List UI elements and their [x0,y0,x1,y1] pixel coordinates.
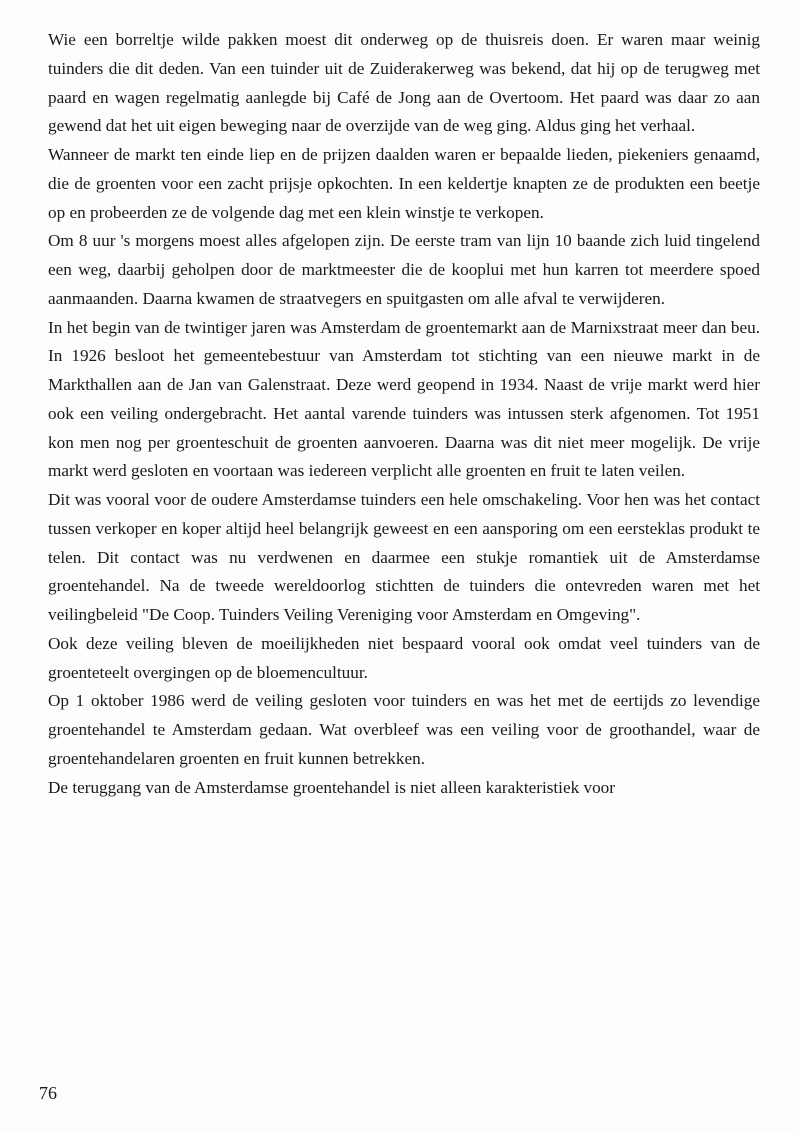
paragraph-tram-lijn-10: Om 8 uur 's morgens moest alles afgelopen zijn. De eerste tram van lijn 10 baande zich luid tingelend een weg, daarbij geholpen door de marktmeester die de kooplui met hun karren tot meerdere spoed aanmaanden. Daarna kwamen de straatvegers en spuitgasten om alle afval te verwijderen. [48,231,760,308]
paragraph-borreltje: Wie een borreltje wilde pakken moest dit onderweg op de thuisreis doen. Er waren maar weinig tuinders die dit deden. Van een tuinder uit de Zuiderakerweg was bekend, dat hij op de terugweg met paard en wagen regelmatig aanlegde bij Café de Jong aan de Overtoom. Het paard was daar zo aan gewend dat het uit eigen beweging naar de overzijde van de weg ging. Aldus ging het verhaal. [48,30,760,136]
page-number: 76 [39,1083,57,1103]
paragraph-teruggang: De teruggang van de Amsterdamse groentehandel is niet alleen karakteristiek voor [48,777,615,797]
paragraph-veiling-gesloten: Op 1 oktober 1986 werd de veiling gesloten voor tuinders en was het met de eertijds zo levendige groentehandel te Amsterdam gedaan. Wat overbleef was een veiling voor de groothandel, waar de groentehandelaren groenten en fruit kunnen betrekken. [48,691,760,768]
paragraph-piekeniers: Wanneer de markt ten einde liep en de prijzen daalden waren er bepaalde lieden, piekeniers genaamd, die de groenten voor een zacht prijsje opkochten. In een keldertje knapten ze de produkten een beetje op en probeerden ze de volgende dag met een klein winstje te verkopen. [48,145,760,222]
page-body [48,26,760,802]
paragraph-bloemencultuur: Ook deze veiling bleven de moeilijkheden niet bespaard vooral ook omdat veel tuinders van de groenteteelt overgingen op de bloemencultuur. [48,633,760,682]
paragraph-omschakeling: Dit was vooral voor de oudere Amsterdamse tuinders een hele omschakeling. Voor hen was het contact tussen verkoper en koper altijd heel belangrijk geweest en een aansporing om een eersteklas produkt te telen. Dit contact was nu verdwenen en daarmee een stukje romantiek uit de Amsterdamse groentehandel. Na de tweede wereldoorlog stichtten de tuinders die ontevreden waren met het veilingbeleid "De Coop. Tuinders Veiling Vereniging voor Amsterdam en Omgeving". [48,490,760,624]
paragraph-markthallen: In het begin van de twintiger jaren was Amsterdam de groentemarkt aan de Marnixstraat meer dan beu. In 1926 besloot het gemeentebestuur van Amsterdam tot stichting van een nieuwe markt in de Markthallen aan de Jan van Galenstraat. Deze werd geopend in 1934. Naast de vrije markt werd hier ook een veiling ondergebracht. Het aantal varende tuinders was intussen sterk afgenomen. Tot 1951 kon men nog per groenteschuit de groenten aanvoeren. Daarna was dit niet meer mogelijk. De vrije markt werd gesloten en voortaan was iedereen verplicht alle groenten en fruit te laten veilen. [48,317,760,481]
